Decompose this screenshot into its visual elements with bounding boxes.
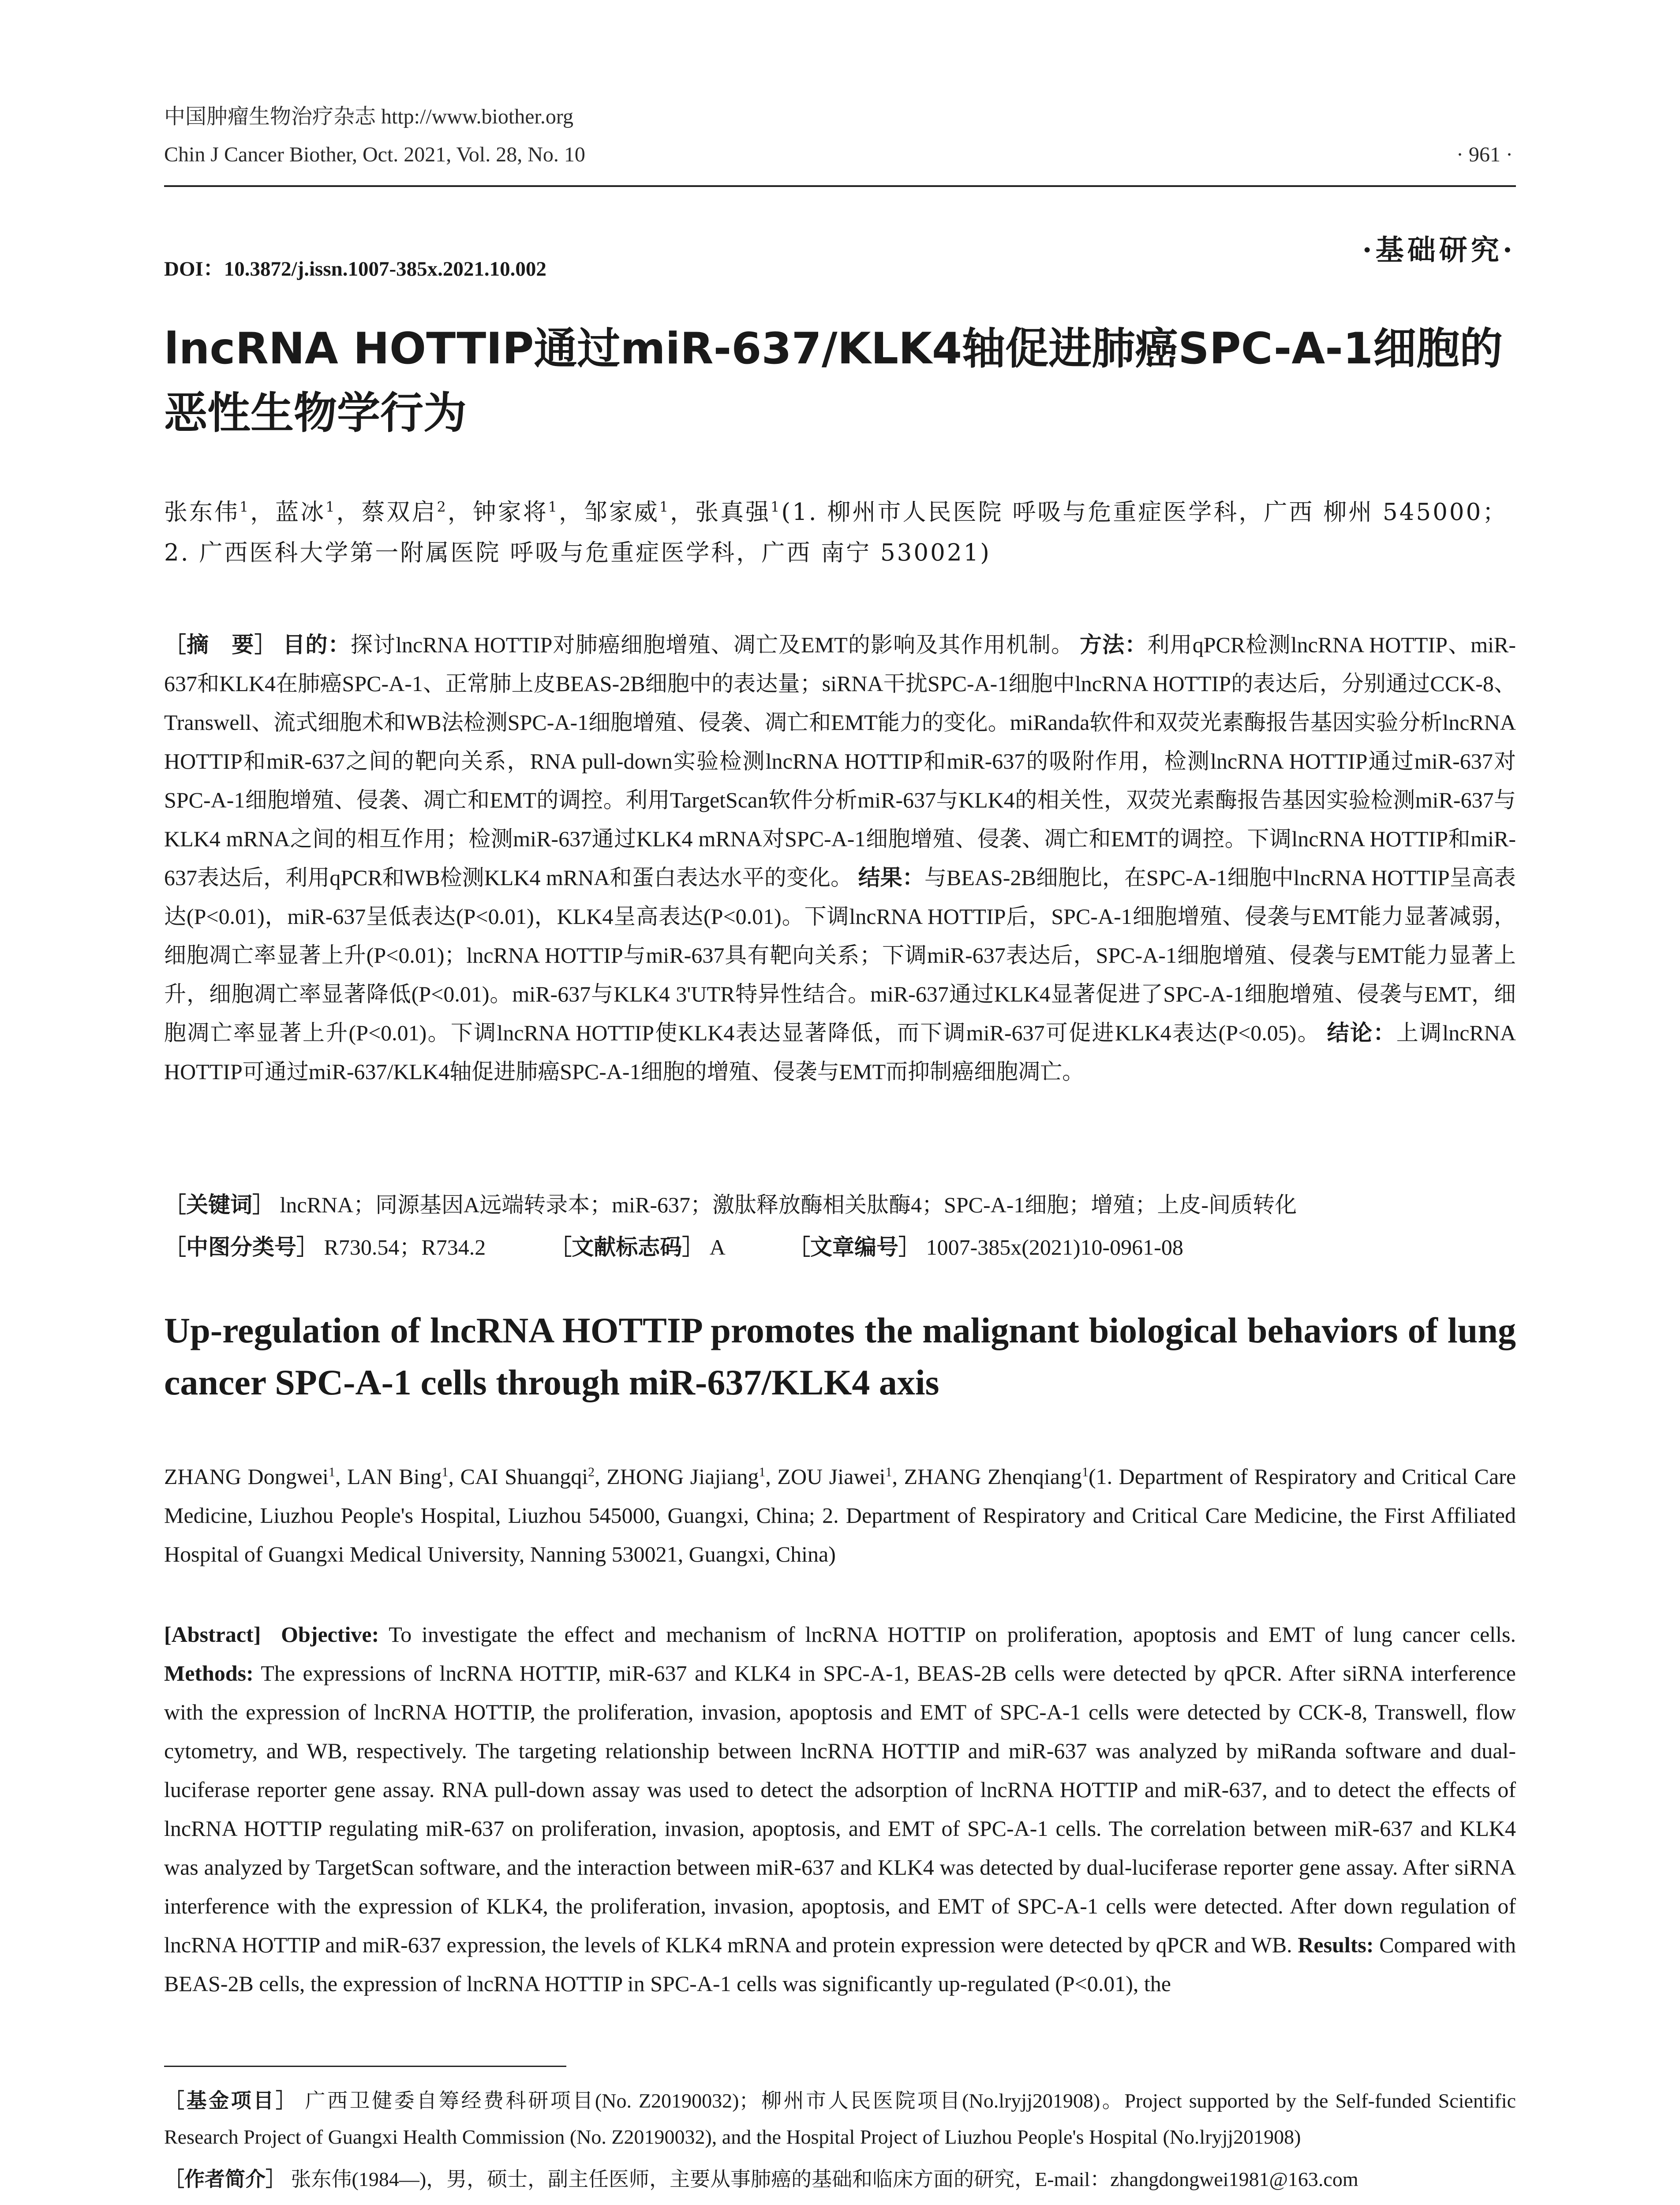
results-en: Compared with BEAS-2B cells, the expression of lncRNA HOTTIP in SPC-A-1 cells was significantly up-regulated (P<0.01), the [164,1932,1516,1996]
title-cn: lncRNA HOTTIP通过miR-637/KLK4轴促进肺癌SPC-A-1细胞的恶性生物学行为 [164,324,1503,438]
cn-author-name: 蔡双启 [361,499,437,526]
en-author-affiliation-mark: 1 [759,1465,766,1480]
keywords-cn [164,1185,1516,1224]
funding-text: 广西卫健委自筹经费科研项目(No. Z20190032)；柳州市人民医院项目(No.lryjj201908)。Project supported by the Self-funded Scientific Research Project of Guangxi Health Commission (No. Z20190032), and the Hospital Project of Liuzhou People's Hospital (No.lryjj201908) [164,2089,1516,2148]
conclusion-cn-label: 结论： [1327,1020,1396,1046]
title-en: Up-regulation of lncRNA HOTTIP promotes the malignant biological behaviors of lung cancer SPC-A-1 cells through miR-637/KLK4 axis [164,1310,1516,1402]
cn-author-name: 钟家将 [472,499,548,526]
abstract-en [164,1615,1516,2003]
en-author-affiliation-mark: 1 [885,1465,892,1480]
conclusion-cn: 上调lncRNA HOTTIP可通过miR-637/KLK4轴促进肺癌SPC-A-1细胞的增殖、侵袭与EMT而抑制癌细胞凋亡。 [164,1020,1516,1084]
keywords-cn-value: lncRNA；同源基因A远端转录本；miR-637；激肽释放酶相关肽酶4；SPC-A-1细胞；增殖；上皮-间质转化 [280,1192,1297,1217]
objective-cn: 探讨lncRNA HOTTIP对肺癌细胞增殖、凋亡及EMT的影响及其作用机制。 [350,632,1074,657]
methods-cn-label: 方法： [1079,632,1148,658]
clc-label: ［中图分类号］ [164,1234,318,1260]
en-author-name: CAI Shuangqi [460,1464,588,1489]
authors-cn-list: 张东伟$^1$，蓝冰$^1$，蔡双启$^2$，钟家将$^1$，邹家威$^1$，张真强$^1$ [164,499,782,526]
cn-author-affiliation-mark: 2 [437,499,448,516]
objective-en-label: Objective: [281,1622,379,1647]
abstract-en-label: [Abstract] [164,1622,261,1647]
cn-author-affiliation-mark: 1 [771,499,782,516]
authors-cn [164,492,1516,573]
en-author-affiliation-mark: 2 [588,1465,595,1480]
en-author-affiliation-mark: 1 [1081,1465,1089,1480]
methods-en-label: Methods: [164,1661,254,1686]
en-author-name: ZHANG Zhenqiang [904,1464,1082,1489]
page-number: · 961 · [1456,143,1513,166]
results-cn: 与BEAS-2B细胞比，在SPC-A-1细胞中lncRNA HOTTIP呈高表达(P<0.01)，miR-637呈低表达(P<0.01)，KLK4呈高表达(P<0.01)。下调lncRNA HOTTIP后，SPC-A-1细胞增殖、侵袭与EMT能力显著减弱，细胞凋亡率显著上升(P<0.01)；lncRNA HOTTIP与miR-637具有靶向关系；下调miR-637表达后，SPC-A-1细胞增殖、侵袭与EMT能力显著上升，细胞凋亡率显著降低(P<0.01)。miR-637与KLK4 3'UTR特异性结合。miR-637通过KLK4显著促进了SPC-A-1细胞增殖、侵袭与EMT，细胞凋亡率显著上升(P<0.01)。下调lncRNA HOTTIP使KLK4表达显著降低，而下调miR-637可促进KLK4表达(P<0.05)。 [164,865,1516,1045]
doc-code-value: A [709,1235,725,1259]
footnote-bio [164,2161,1516,2198]
en-author-affiliation-mark: 1 [442,1465,449,1480]
authors-en [164,1457,1516,1573]
keywords-cn-label: ［关键词］ [164,1192,274,1218]
results-en-label: Results: [1298,1932,1374,1957]
cn-author-name: 张真强 [695,499,771,526]
header-rule [164,185,1516,187]
en-author-name: ZOU Jiawei [777,1464,886,1489]
authors-en-list: ZHANG Dongwei$^1$, LAN Bing$^1$, CAI Shuangqi$^2$, ZHONG Jiajiang$^1$, ZOU Jiawei$^1$, ZHANG Zhenqiang$^1$ [164,1464,1089,1489]
running-header-journal: 中国肿瘤生物治疗杂志 http://www.biother.org [164,105,573,128]
funding-label: ［基金项目］ [164,2089,298,2112]
results-cn-label: 结果： [858,865,924,890]
cn-author-affiliation-mark: 1 [326,499,337,516]
en-author-name: ZHANG Dongwei [164,1464,329,1489]
methods-en: The expressions of lncRNA HOTTIP, miR-637 and KLK4 in SPC-A-1, BEAS-2B cells were detected by qPCR. After siRNA interference with the expression of lncRNA HOTTIP, the proliferation, invasion, apoptosis and EMT of SPC-A-1 cells were detected by CCK-8, Transwell, flow cytometry, and WB, respectively. The targeting relationship between lncRNA HOTTIP and miR-637 was analyzed by miRanda software and dual-luciferase reporter gene assay. RNA pull-down assay was used to detect the adsorption of lncRNA HOTTIP and miR-637, and to detect the effects of lncRNA HOTTIP regulating miR-637 on proliferation, invasion, apoptosis, and EMT of SPC-A-1 cells. The correlation between miR-637 and KLK4 was analyzed by TargetScan software, and the interaction between miR-637 and KLK4 was detected by dual-luciferase reporter gene assay. After siRNA interference with the expression of KLK4, the proliferation, invasion, apoptosis, and EMT of SPC-A-1 cells were detected. After down regulation of lncRNA HOTTIP and miR-637 expression, the levels of KLK4 mRNA and protein expression were detected by qPCR and WB. [164,1661,1516,1957]
doc-code-label: ［文献标志码］ [550,1234,704,1260]
abstract-cn-label: ［摘 要］ [164,632,277,658]
cn-author-name: 蓝冰 [275,499,326,526]
running-header-citation: Chin J Cancer Biother, Oct. 2021, Vol. 28, No. 10 [164,143,585,166]
methods-cn: 利用qPCR检测lncRNA HOTTIP、miR-637和KLK4在肺癌SPC-A-1、正常肺上皮BEAS-2B细胞中的表达量；siRNA干扰SPC-A-1细胞中lncRNA HOTTIP的表达后，分别通过CCK-8、Transwell、流式细胞术和WB法检测SPC-A-1细胞增殖、侵袭、凋亡和EMT能力的变化。miRanda软件和双荧光素酶报告基因实验分析lncRNA HOTTIP和miR-637之间的靶向关系，RNA pull-down实验检测lncRNA HOTTIP和miR-637的吸附作用，检测lncRNA HOTTIP通过miR-637对SPC-A-1细胞增殖、侵袭、凋亡和EMT的调控。利用TargetScan软件分析miR-637与KLK4的相关性，双荧光素酶报告基因实验检测miR-637与KLK4 mRNA之间的相互作用；检测miR-637通过KLK4 mRNA对SPC-A-1细胞增殖、侵袭、凋亡和EMT的调控。下调lncRNA HOTTIP和miR-637表达后，利用qPCR和WB检测KLK4 mRNA和蛋白表达水平的变化。 [164,632,1516,890]
article-no-value: 1007-385x(2021)10-0961-08 [926,1235,1183,1259]
bio-text: 张东伟(1984—)，男，硕士，副主任医师，主要从事肺癌的基础和临床方面的研究，E-mail：zhangdongwei1981@163.com [291,2168,1358,2190]
footnote-rule [164,2066,566,2067]
en-author-affiliation-mark: 1 [328,1465,335,1480]
footnote-funding [164,2082,1516,2155]
cn-author-affiliation-mark: 1 [548,499,559,516]
footnote-corresponding [164,2201,1516,2205]
bio-label: ［作者简介］ [164,2167,286,2191]
objective-cn-label: 目的： [283,632,351,658]
affiliations-en: (1. Department of Respiratory and Critical Care Medicine, Liuzhou People's Hospital, Liuzhou 545000, Guangxi, China; 2. Department of Respiratory and Critical Care Medicine, the First Affiliated Hospital of Guangxi Medical University, Nanning 530021, Guangxi, China) [164,1464,1516,1566]
article-no-label: ［文章编号］ [788,1234,921,1260]
cn-author-affiliation-mark: 1 [239,499,251,516]
classification-line [164,1228,1516,1267]
cn-author-name: 张东伟 [164,499,239,526]
en-author-name: LAN Bing [347,1464,442,1489]
doi: DOI：10.3872/j.issn.1007-385x.2021.10.002 [164,258,546,280]
affiliations-cn: (1. 柳州市人民医院 呼吸与危重症医学科，广西 柳州 545000；2. 广西医科大学第一附属医院 呼吸与危重症医学科，广西 南宁 530021) [164,499,1508,566]
clc-value: R730.54；R734.2 [324,1235,486,1259]
cn-author-name: 邹家威 [584,499,659,526]
abstract-cn [164,625,1516,1091]
cn-author-affiliation-mark: 1 [659,499,670,516]
section-tag: ·基础研究· [1362,234,1516,267]
en-author-name: ZHONG Jiajiang [606,1464,759,1489]
objective-en: To investigate the effect and mechanism of lncRNA HOTTIP on proliferation, apoptosis and EMT of lung cancer cells. [389,1622,1516,1647]
